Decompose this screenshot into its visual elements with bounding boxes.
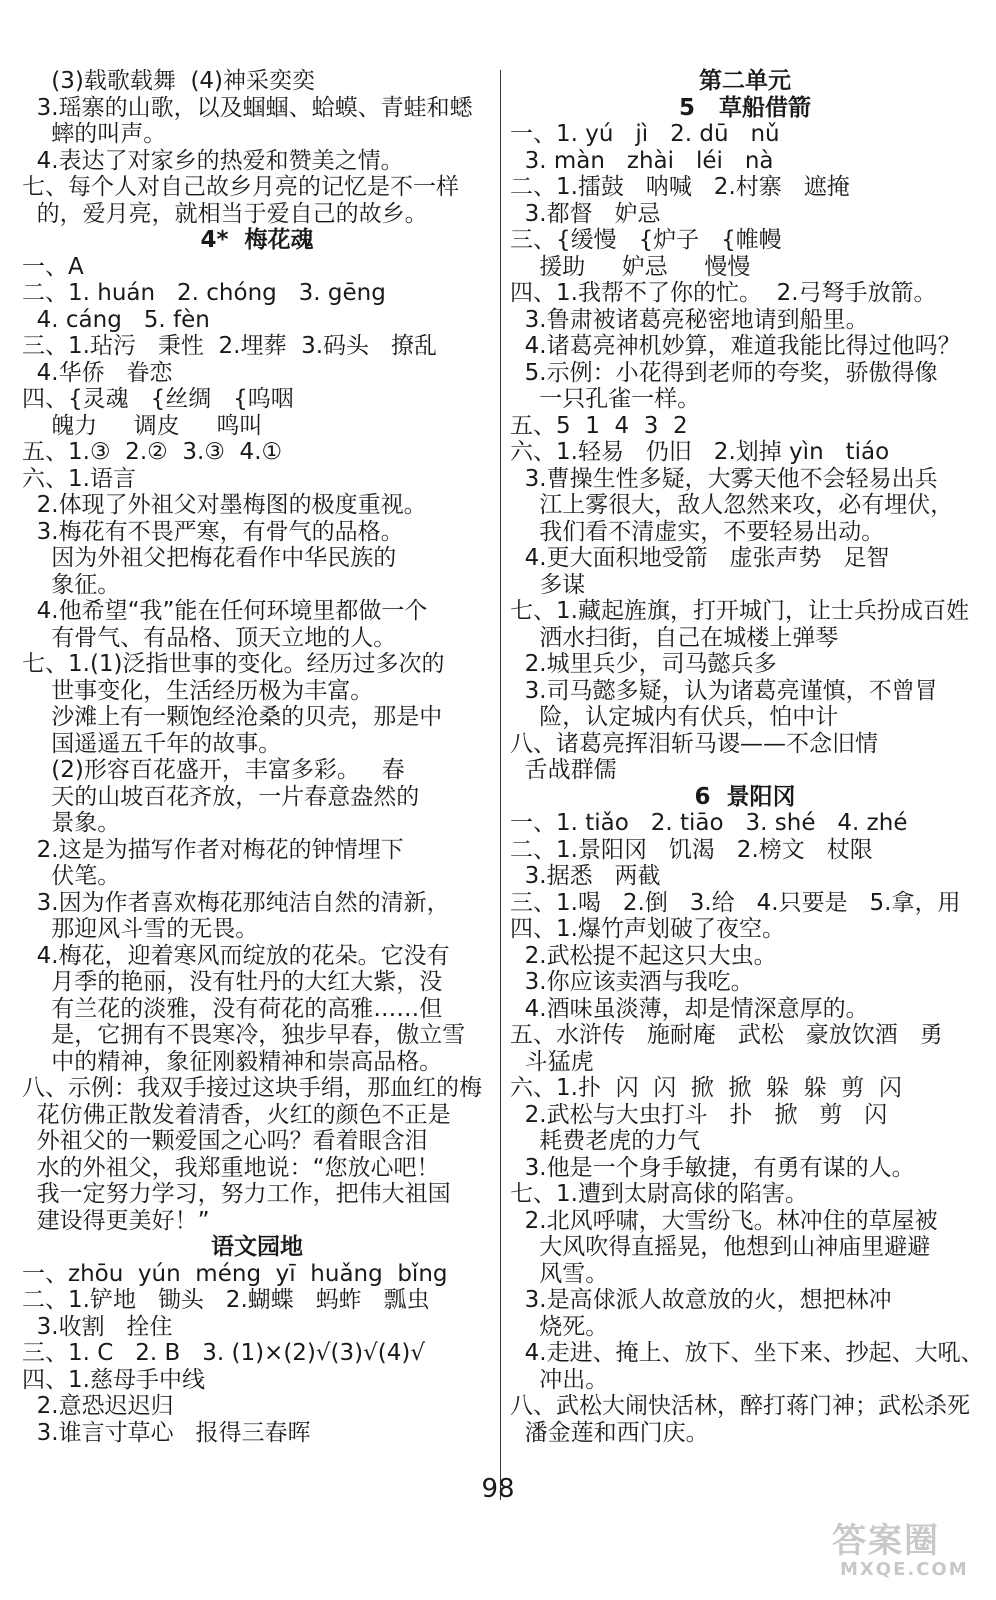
answer-line: 世事变化，生活经历极为丰富。 — [22, 677, 374, 704]
answer-line: 3.司马懿多疑，认为诸葛亮谨慎，不曾冒 — [510, 677, 938, 704]
answer-line: 伏笔。 — [22, 863, 121, 889]
answer-line: 2.北风呼啸，大雪纷飞。林冲住的草屋被 — [510, 1207, 938, 1234]
answer-line: 八、诸葛亮挥泪斩马谡——不念旧情 — [510, 730, 878, 757]
answer-line: 建设得更美好！” — [22, 1207, 210, 1234]
answer-line: 4.表达了对家乡的热爱和赞美之情。 — [22, 147, 404, 174]
answer-line: 耗费老虎的力气 — [510, 1128, 701, 1154]
watermark-url: MXQE.COM — [840, 1559, 969, 1580]
answer-line: 3.瑶寨的山歌，以及蝈蝈、蛤蟆、青蛙和蟋 — [22, 94, 473, 121]
answer-line: 4. cáng 5. fèn — [22, 306, 210, 333]
answer-line: 三、{缓慢 {炉子 {帷幔 — [510, 227, 782, 253]
watermark-text: 答案圈 — [832, 1521, 940, 1561]
answer-line: 冲出。 — [510, 1366, 609, 1393]
answer-line: 江上雾很大，敌人忽然来攻，必有埋伏， — [510, 492, 954, 518]
section-title: 5 草船借箭 — [678, 94, 812, 121]
section-title: 6 景阳冈 — [694, 783, 796, 810]
section-title: 第二单元 — [699, 68, 791, 94]
answer-line: 是，它拥有不畏寒冷，独步早春，傲立雪 — [22, 1022, 466, 1048]
answer-line: 2.意恐迟迟归 — [22, 1393, 174, 1419]
answer-line: 七、每个人对自己故乡月亮的记忆是不一样 — [22, 174, 459, 200]
answer-line: 4.梅花，迎着寒风而绽放的花朵。它没有 — [22, 942, 450, 969]
answer-line: 烧死。 — [510, 1313, 609, 1340]
answer-line: 外祖父的一颗爱国之心吗？看着眼含泪 — [22, 1128, 428, 1154]
answer-line: 三、1.喝 2.倒 3.给 4.只要是 5.拿，用 — [510, 889, 961, 916]
section-title: 语文园地 — [211, 1234, 303, 1260]
answer-line: 六、1.语言 — [22, 465, 136, 492]
answer-line: 二、1. huán 2. chóng 3. gēng — [22, 280, 386, 306]
answer-line: 那迎风斗雪的无畏。 — [22, 916, 259, 942]
answer-line: 四、1.爆竹声划破了夜空。 — [510, 916, 785, 942]
answer-line: 5.示例：小花得到老师的夸奖，骄傲得像 — [510, 359, 938, 386]
answer-line: 沙滩上有一颗饱经沧桑的贝壳，那是中 — [22, 704, 443, 730]
answer-line: 二、1.擂鼓 呐喊 2.村寨 遮掩 — [510, 174, 850, 200]
answer-line: 3.曹操生性多疑，大雾天他不会轻易出兵 — [510, 465, 938, 492]
answer-line: 4.诸葛亮神机妙算，难道我能比得过他吗？ — [510, 333, 961, 359]
answer-line: 四、1.我帮不了你的忙。 2.弓弩手放箭。 — [510, 280, 937, 306]
answer-line: (3)载歌载舞 (4)神采奕奕 — [22, 68, 316, 94]
answer-line: 五、5 1 4 3 2 — [510, 412, 688, 439]
answer-line: 国遥遥五千年的故事。 — [22, 730, 282, 757]
answer-line: 3.因为作者喜欢梅花那纯洁自然的清新， — [22, 889, 450, 916]
answer-line: 2.武松提不起这只大虫。 — [510, 942, 777, 969]
answer-line: 七、1.(1)泛指世事的变化。经历过多次的 — [22, 651, 445, 677]
answer-line: 一、1. yú jì 2. dū nǔ — [510, 121, 780, 147]
answer-line: 水的外祖父，我郑重地说：“您放心吧！ — [22, 1154, 440, 1181]
answer-line: 八、示例：我双手接过这块手绢，那血红的梅 — [22, 1075, 482, 1101]
answer-line: 3.你应该卖酒与我吃。 — [510, 969, 754, 995]
answer-line: 三、1. C 2. B 3. (1)×(2)√(3)√(4)√ — [22, 1340, 426, 1366]
answer-line: 3.收割 拴住 — [22, 1313, 173, 1340]
answer-line: 蟀的叫声。 — [22, 121, 167, 147]
answer-line: 险，认定城内有伏兵，怕中计 — [510, 704, 839, 730]
answer-line: 2.体现了外祖父对墨梅图的极度重视。 — [22, 492, 427, 518]
page-number: 98 — [481, 1474, 515, 1504]
answer-line: 二、1.景阳冈 饥渴 2.榜文 杖限 — [510, 836, 873, 863]
answer-line: 三、1.玷污 秉性 2.埋葬 3.码头 撩乱 — [22, 333, 437, 359]
answer-line: 4.走进、掩上、放下、坐下来、抄起、大吼、 — [510, 1340, 984, 1366]
answer-line: 七、1.遭到太尉高俅的陷害。 — [510, 1181, 808, 1207]
answer-line: 景象。 — [22, 810, 121, 836]
answer-line: 五、1.③ 2.② 3.③ 4.① — [22, 439, 283, 465]
answer-line: 3.他是一个身手敏捷，有勇有谋的人。 — [510, 1154, 915, 1181]
answer-line: 一、1. tiǎo 2. tiāo 3. shé 4. zhé — [510, 810, 908, 836]
answer-line: 4.更大面积地受箭 虚张声势 足智 — [510, 545, 890, 571]
answer-line: 有兰花的淡雅，没有荷花的高雅……但 — [22, 995, 443, 1022]
answer-line: 3.鲁肃被诸葛亮秘密地请到船里。 — [510, 306, 869, 333]
answer-line: 八、武松大闹快活林，醉打蒋门神；武松杀死 — [510, 1393, 970, 1419]
answer-line: 二、1.铲地 锄头 2.蝴蝶 蚂蚱 瓢虫 — [22, 1287, 430, 1313]
answer-line: 我们看不清虚实，不要轻易出动。 — [510, 518, 885, 545]
answer-line: 一、zhōu yún méng yī huǎng bǐng — [22, 1260, 448, 1287]
answer-line: 3.梅花有不畏严寒，有骨气的品格。 — [22, 518, 404, 545]
answer-line: 3.据悉 两截 — [510, 863, 661, 889]
answer-line: 五、水浒传 施耐庵 武松 豪放饮酒 勇 — [510, 1022, 943, 1048]
right-column — [510, 68, 984, 1446]
answer-line: 援助 妒忌 慢慢 — [510, 253, 751, 280]
answer-line: 魄力 调皮 鸣叫 — [22, 412, 263, 439]
left-column — [22, 68, 492, 1446]
answer-line: (2)形容百花盛开，丰富多彩。 春 — [22, 757, 405, 783]
watermark-logo — [832, 1522, 980, 1586]
answer-line: 多谋 — [510, 571, 586, 598]
section-title: 4* 梅花魂 — [200, 227, 314, 253]
answer-line: 因为外祖父把梅花看作中华民族的 — [22, 545, 397, 571]
answer-line: 风雪。 — [510, 1260, 609, 1287]
answer-line: 2.武松与大虫打斗 扑 掀 剪 闪 — [510, 1101, 888, 1128]
answer-line: 有骨气、有品格、顶天立地的人。 — [22, 624, 397, 651]
answer-line: 潘金莲和西门庆。 — [510, 1419, 709, 1446]
answer-line: 洒水扫街，自己在城楼上弹琴 — [510, 624, 839, 651]
answer-line: 4.华侨 眷恋 — [22, 359, 173, 386]
answer-line: 3.谁言寸草心 报得三春晖 — [22, 1419, 311, 1446]
answer-line: 我一定努力学习，努力工作，把伟大祖国 — [22, 1181, 451, 1207]
column-divider — [500, 70, 501, 1500]
answer-line: 一、A — [22, 253, 84, 280]
answer-line: 4.他希望“我”能在任何环境里都做一个 — [22, 598, 428, 624]
answer-line: 2.城里兵少，司马懿兵多 — [510, 651, 777, 677]
answer-line: 大风吹得直摇晃，他想到山神庙里避避 — [510, 1234, 931, 1260]
answer-line: 4.酒味虽淡薄，却是情深意厚的。 — [510, 995, 869, 1022]
answer-line: 花仿佛正散发着清香，火红的颜色不正是 — [22, 1101, 451, 1128]
answer-line: 象征。 — [22, 571, 121, 598]
answer-line: 一只孔雀一样。 — [510, 386, 701, 412]
answer-line: 中的精神，象征刚毅精神和崇高品格。 — [22, 1048, 443, 1075]
answer-line: 天的山坡百花齐放，一片春意盎然的 — [22, 783, 420, 810]
answer-line: 斗猛虎 — [510, 1048, 594, 1075]
answer-line: 六、1.轻易 仍旧 2.划掉 yìn tiáo — [510, 439, 890, 465]
answer-line: 3. màn zhài léi nà — [510, 147, 774, 174]
answer-line: 四、{灵魂 {丝绸 {呜咽 — [22, 386, 294, 412]
answer-line: 四、1.慈母手中线 — [22, 1366, 205, 1393]
answer-line: 月季的艳丽，没有牡丹的大红大紫，没 — [22, 969, 443, 995]
answer-line: 七、1.藏起旌旗，打开城门，让士兵扮成百姓 — [510, 598, 969, 624]
answer-line: 的，爱月亮，就相当于爱自己的故乡。 — [22, 200, 428, 227]
answer-line: 3.都督 妒忌 — [510, 200, 661, 227]
answer-line: 舌战群儒 — [510, 757, 617, 783]
answer-line: 六、1.扑 闪 闪 掀 掀 躲 躲 剪 闪 — [510, 1075, 902, 1101]
answer-line: 3.是高俅派人故意放的火，想把林冲 — [510, 1287, 892, 1313]
answer-line: 2.这是为描写作者对梅花的钟情埋下 — [22, 836, 404, 863]
